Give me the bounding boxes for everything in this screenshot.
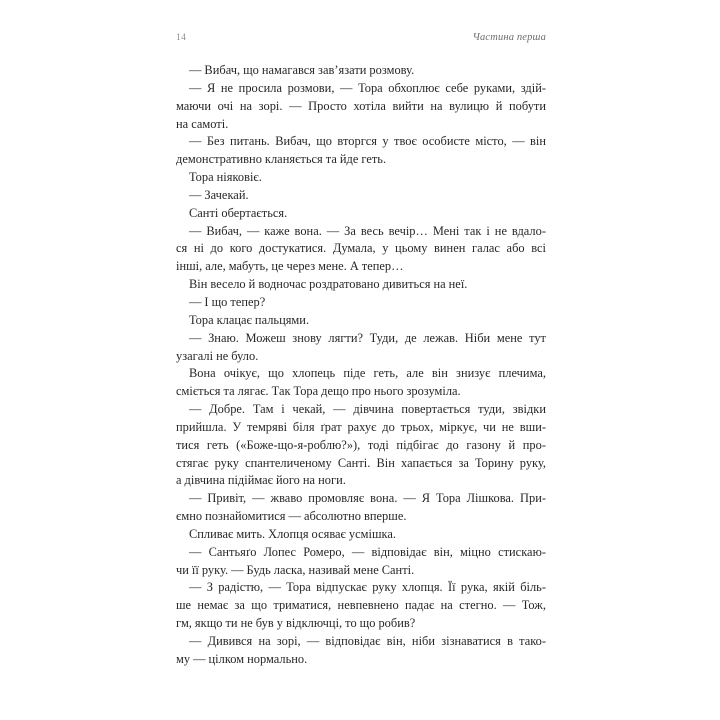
text-line: стягає руку спантеличеному Санті. Він хапається за Торину руку, [176, 455, 546, 470]
paragraph [176, 133, 546, 169]
text-line: — Дивився на зорі, — відповідає він, ніби зізнаватися в тако- [189, 634, 546, 648]
text-line: гм, якщо ти не був у відключці, то що робив? [176, 616, 416, 631]
text-line: сміється та лягає. Так Тора дещо про нього зрозуміла. [176, 384, 461, 399]
paragraph [176, 276, 546, 294]
text-line: — Вибач, що намагався зав’язати розмову. [189, 63, 415, 77]
paragraph [176, 312, 546, 330]
paragraph [176, 80, 546, 134]
text-line: інші, але, мабуть, це через мене. А тепер… [176, 259, 404, 274]
text-line: Спливає мить. Хлопця осяває усмішка. [189, 526, 397, 541]
paragraph [176, 544, 546, 580]
paragraph [176, 294, 546, 312]
text-line: — З радістю, — Тора відпускає руку хлопця. Її рука, якій біль- [189, 580, 546, 595]
running-head [176, 33, 546, 51]
paragraph [176, 205, 546, 223]
paragraph [176, 490, 546, 526]
paragraph [176, 633, 546, 669]
text-line: маючи очі на зорі. — Просто хотіла вийти на вулицю й побути [176, 98, 546, 113]
text-line: — Вибач, — каже вона. — За весь вечір… Мені так і не вдало- [189, 223, 546, 238]
paragraph [176, 401, 546, 490]
paragraph [176, 365, 546, 401]
text-line: — Зачекай. [189, 187, 249, 202]
text-line: — Знаю. Можеш знову лягти? Туди, де лежав. Ніби мене тут [189, 330, 546, 345]
text-line: — Я не просила розмови, — Тора обхоплює себе руками, здій- [189, 80, 546, 95]
text-line: Санті обертається. [189, 205, 288, 220]
text-line: — Привіт, — жваво промовляє вона. — Я Тора Лішкова. При- [189, 491, 546, 506]
text-line: — Без питань. Вибач, що вторгся у твоє особисте місто, — він [189, 134, 546, 149]
text-line: Тора клацає пальцями. [189, 312, 310, 327]
text-line: Вона очікує, що хлопець піде геть, але він знизує плечима, [189, 366, 546, 381]
running-head-title: Частина перша [472, 32, 546, 43]
paragraph [176, 187, 546, 205]
text-line: на самоті. [176, 116, 229, 131]
text-line: узагалі не було. [176, 348, 259, 363]
text-line: ся ні до кого достукатися. Думала, у цьому винен галас або всі [176, 241, 546, 256]
text-line: ємно познайомитися — абсолютно вперше. [176, 509, 407, 524]
text-line: — Добре. Там і чекай, — дівчина повертається туди, звідки [189, 402, 546, 417]
text-line: прийшла. У темряві біля ґрат рахує до трьох, міркує, чи не вши- [176, 419, 546, 434]
body-text-block [176, 62, 546, 669]
text-line: ше немає за що триматися, невпевнено падає на стегно. — Тож, [176, 598, 546, 613]
text-line: демонстративно кланяється та йде геть. [176, 152, 387, 167]
paragraph [176, 579, 546, 633]
paragraph [176, 526, 546, 544]
page-number: 14 [176, 33, 187, 43]
paragraph [176, 62, 546, 80]
text-line: му — цілком нормально. [176, 651, 308, 666]
paragraph [176, 169, 546, 187]
text-line: Тора ніяковіє. [189, 170, 262, 185]
text-line: — Сантьяґо Лопес Ромеро, — відповідає він, міцно стискаю- [189, 544, 546, 559]
text-line: тися геть («Боже-що-я-роблю?»), тоді підбігає до газону й про- [176, 437, 546, 452]
text-line: чи її руку. — Будь ласка, називай мене Санті. [176, 562, 415, 577]
text-line: Він весело й водночас роздратовано дивиться на неї. [189, 277, 468, 292]
text-line: — І що тепер? [189, 294, 266, 309]
text-line: а дівчина підіймає його на ноги. [176, 473, 346, 488]
paragraph [176, 223, 546, 277]
paragraph [176, 330, 546, 366]
